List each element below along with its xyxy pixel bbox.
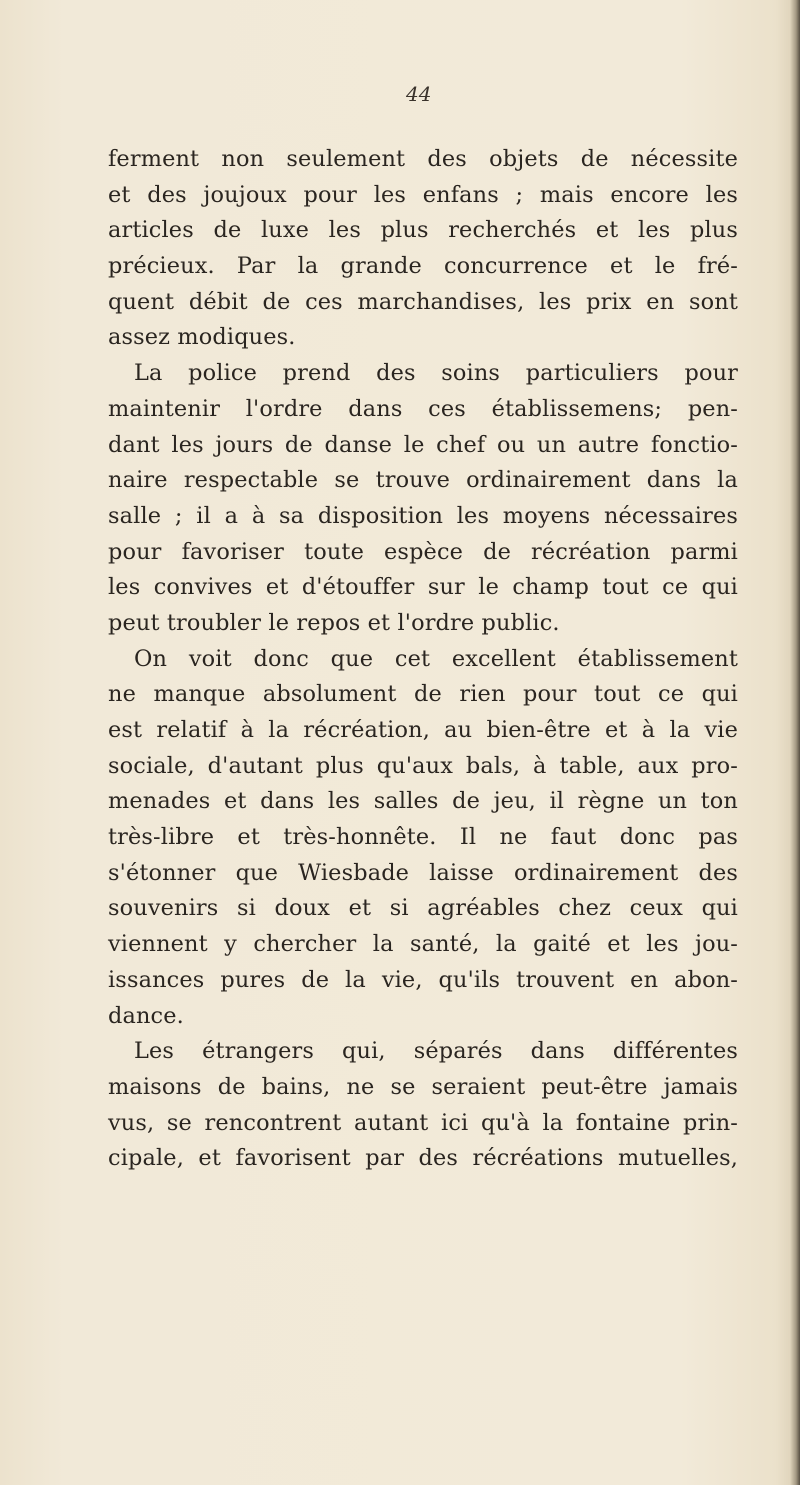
- page-number: 44: [406, 82, 432, 106]
- text-line: pour favoriser toute espèce de récréation parmi: [108, 538, 738, 565]
- text-line: issances pures de la vie, qu'ils trouvent en abon-: [108, 966, 738, 993]
- text-line: vus, se rencontrent autant ici qu'à la fontaine prin-: [108, 1109, 738, 1136]
- text-line: La police prend des soins particuliers pour: [134, 360, 738, 387]
- body-text: [108, 142, 738, 1177]
- text-line: est relatif à la récréation, au bien-être et à la vie: [108, 717, 738, 743]
- text-line: On voit donc que cet excellent établissement: [134, 645, 738, 672]
- text-line: sociale, d'autant plus qu'aux bals, à table, aux pro-: [108, 752, 738, 779]
- text-line: s'étonner que Wiesbade laisse ordinairement des: [108, 859, 738, 886]
- text-line: ferment non seulement des objets de nécessite: [108, 146, 738, 172]
- text-line: dance.: [108, 1002, 184, 1029]
- text-line: dant les jours de danse le chef ou un autre fonctio-: [108, 431, 738, 458]
- text-line: maisons de bains, ne se seraient peut-être jamais: [108, 1073, 738, 1100]
- text-line: peut troubler le repos et l'ordre public.: [108, 609, 560, 636]
- text-line: naire respectable se trouve ordinairement dans la: [108, 467, 738, 494]
- text-line: précieux. Par la grande concurrence et le fré-: [108, 253, 738, 280]
- text-line: les convives et d'étouffer sur le champ tout ce qui: [108, 574, 738, 601]
- text-line: très-libre et très-honnête. Il ne faut donc pas: [108, 824, 738, 851]
- text-line: articles de luxe les plus recherchés et les plus: [108, 217, 738, 244]
- text-line: Les étrangers qui, séparés dans différentes: [134, 1038, 738, 1065]
- text-line: quent débit de ces marchandises, les prix en sont: [108, 288, 738, 315]
- text-line: ne manque absolument de rien pour tout ce qui: [108, 681, 738, 708]
- text-line: salle ; il a à sa disposition les moyens nécessaires: [108, 502, 738, 529]
- text-line: et des joujoux pour les enfans ; mais encore les: [108, 181, 738, 208]
- text-line: viennent y chercher la santé, la gaité et les jou-: [108, 931, 738, 958]
- text-line: cipale, et favorisent par des récréations mutuelles,: [108, 1145, 738, 1172]
- text-line: menades et dans les salles de jeu, il règne un ton: [108, 788, 738, 815]
- text-line: assez modiques.: [108, 324, 296, 351]
- text-line: maintenir l'ordre dans ces établissemens; pen-: [108, 395, 738, 422]
- text-line: souvenirs si doux et si agréables chez ceux qui: [108, 895, 738, 922]
- page-edge-shadow: [790, 0, 800, 1485]
